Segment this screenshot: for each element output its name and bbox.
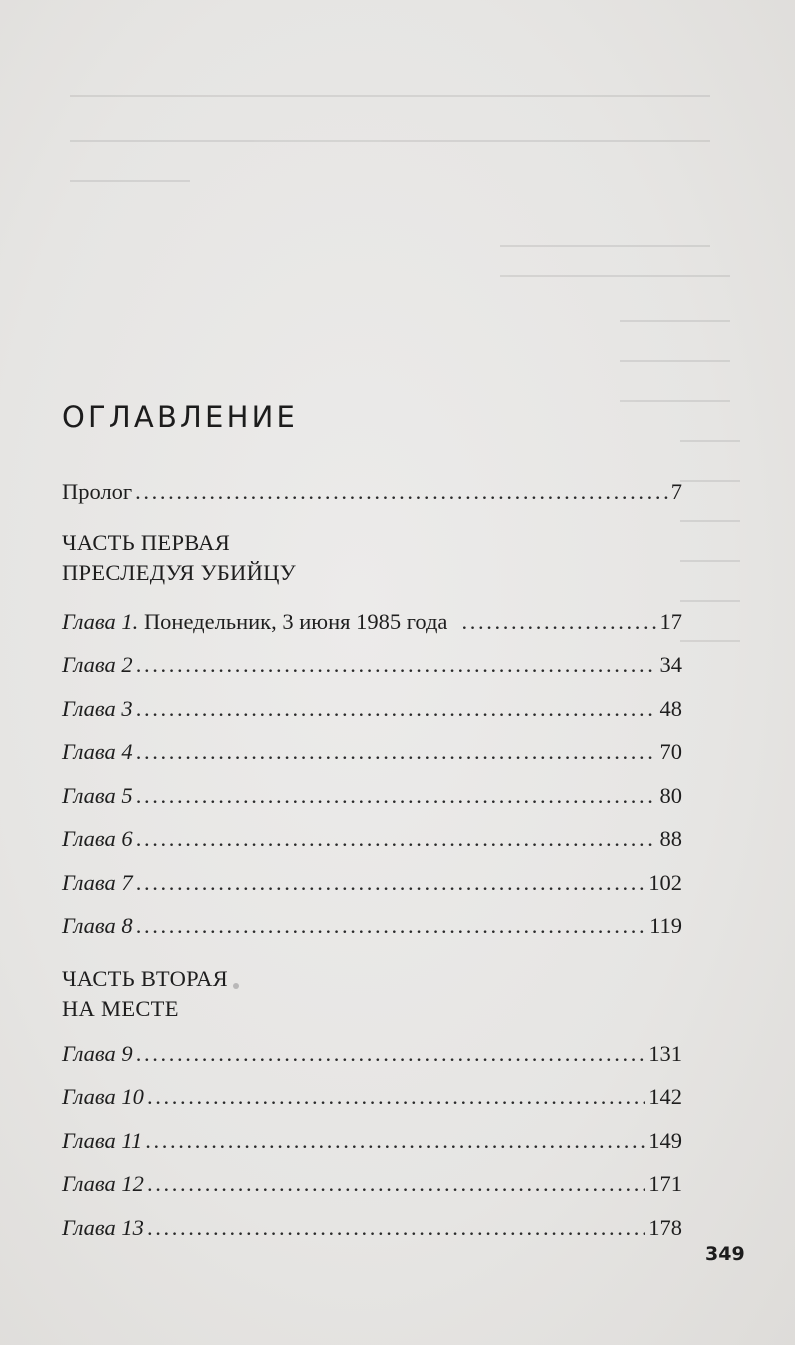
toc-entry-page: 48 xyxy=(659,695,682,721)
dot-leader xyxy=(136,817,657,861)
paper-speck xyxy=(233,983,239,989)
toc-entry-chapter-5[interactable] xyxy=(62,774,682,818)
table-of-contents xyxy=(62,470,682,1249)
part-one-line2: ПРЕСЛЕДУЯ УБИЙЦУ xyxy=(62,559,296,585)
dot-leader xyxy=(136,774,657,818)
toc-entry-chapter-12[interactable] xyxy=(62,1162,682,1206)
toc-entry-chapter-4[interactable] xyxy=(62,730,682,774)
toc-entry-page: 17 xyxy=(659,608,682,634)
toc-entry-page: 149 xyxy=(648,1127,682,1153)
dot-leader xyxy=(136,643,657,687)
part-one-title xyxy=(62,528,682,588)
dot-leader xyxy=(136,687,657,731)
chapter-label: Глава 11 xyxy=(62,1127,143,1153)
toc-entry-chapter-1[interactable] xyxy=(62,600,682,644)
dot-leader xyxy=(136,861,646,905)
toc-entry-chapter-10[interactable] xyxy=(62,1075,682,1119)
toc-heading: ОГЛАВЛЕНИЕ xyxy=(62,400,299,434)
chapter-label: Глава 3 xyxy=(62,695,133,721)
chapter-label: Глава 13 xyxy=(62,1214,144,1240)
toc-entry-chapter-6[interactable] xyxy=(62,817,682,861)
chapter-label: Глава 9 xyxy=(62,1040,133,1066)
toc-entry-prolog[interactable] xyxy=(62,470,682,514)
toc-entry-chapter-9[interactable] xyxy=(62,1032,682,1076)
chapter-label: Глава 10 xyxy=(62,1084,144,1109)
dot-leader xyxy=(147,1162,645,1206)
part-one-line1: ЧАСТЬ ПЕРВАЯ xyxy=(62,529,230,555)
chapter-label: Глава 5 xyxy=(62,782,133,808)
toc-entry-label xyxy=(62,600,447,644)
toc-entry-page: 34 xyxy=(659,652,682,677)
chapter-label: Глава 12 xyxy=(62,1171,144,1196)
page-number: 349 xyxy=(705,1243,745,1265)
chapter-label: Глава 8 xyxy=(62,913,133,938)
part-two-line2: НА МЕСТЕ xyxy=(62,995,179,1021)
toc-entry-chapter-13[interactable] xyxy=(62,1206,682,1250)
toc-entry-chapter-8[interactable] xyxy=(62,904,682,948)
dot-leader xyxy=(136,904,646,948)
toc-entry-chapter-7[interactable] xyxy=(62,861,682,905)
toc-entry-page: 80 xyxy=(659,782,682,808)
toc-entry-page: 88 xyxy=(659,826,682,851)
dot-leader xyxy=(461,600,656,644)
part-two-line1: ЧАСТЬ ВТОРАЯ xyxy=(62,965,228,991)
toc-entry-page: 102 xyxy=(648,869,682,895)
dot-leader xyxy=(147,1075,645,1119)
chapter-label: Глава 7 xyxy=(62,869,133,895)
toc-entry-label: Пролог xyxy=(62,479,133,504)
chapter-label: Глава 1. xyxy=(62,608,139,634)
dot-leader xyxy=(136,730,657,774)
toc-entry-chapter-3[interactable] xyxy=(62,687,682,731)
toc-entry-chapter-2[interactable] xyxy=(62,643,682,687)
toc-entry-page: 70 xyxy=(659,739,682,764)
toc-entry-page: 131 xyxy=(648,1040,682,1066)
part-two-title xyxy=(62,964,682,1024)
dot-leader xyxy=(147,1206,645,1250)
dot-leader xyxy=(145,1119,645,1163)
toc-entry-page: 171 xyxy=(648,1171,682,1196)
dot-leader xyxy=(135,470,668,514)
chapter-label: Глава 6 xyxy=(62,826,133,851)
toc-entry-page: 178 xyxy=(648,1214,682,1240)
chapter-subtitle: Понедельник, 3 июня 1985 года xyxy=(138,608,448,634)
chapter-label: Глава 2 xyxy=(62,652,133,677)
dot-leader xyxy=(136,1032,646,1076)
toc-entry-page: 119 xyxy=(649,913,682,938)
chapter-label: Глава 4 xyxy=(62,739,133,764)
toc-entry-page: 142 xyxy=(648,1084,682,1109)
toc-entry-page: 7 xyxy=(670,479,682,504)
toc-entry-chapter-11[interactable] xyxy=(62,1119,682,1163)
